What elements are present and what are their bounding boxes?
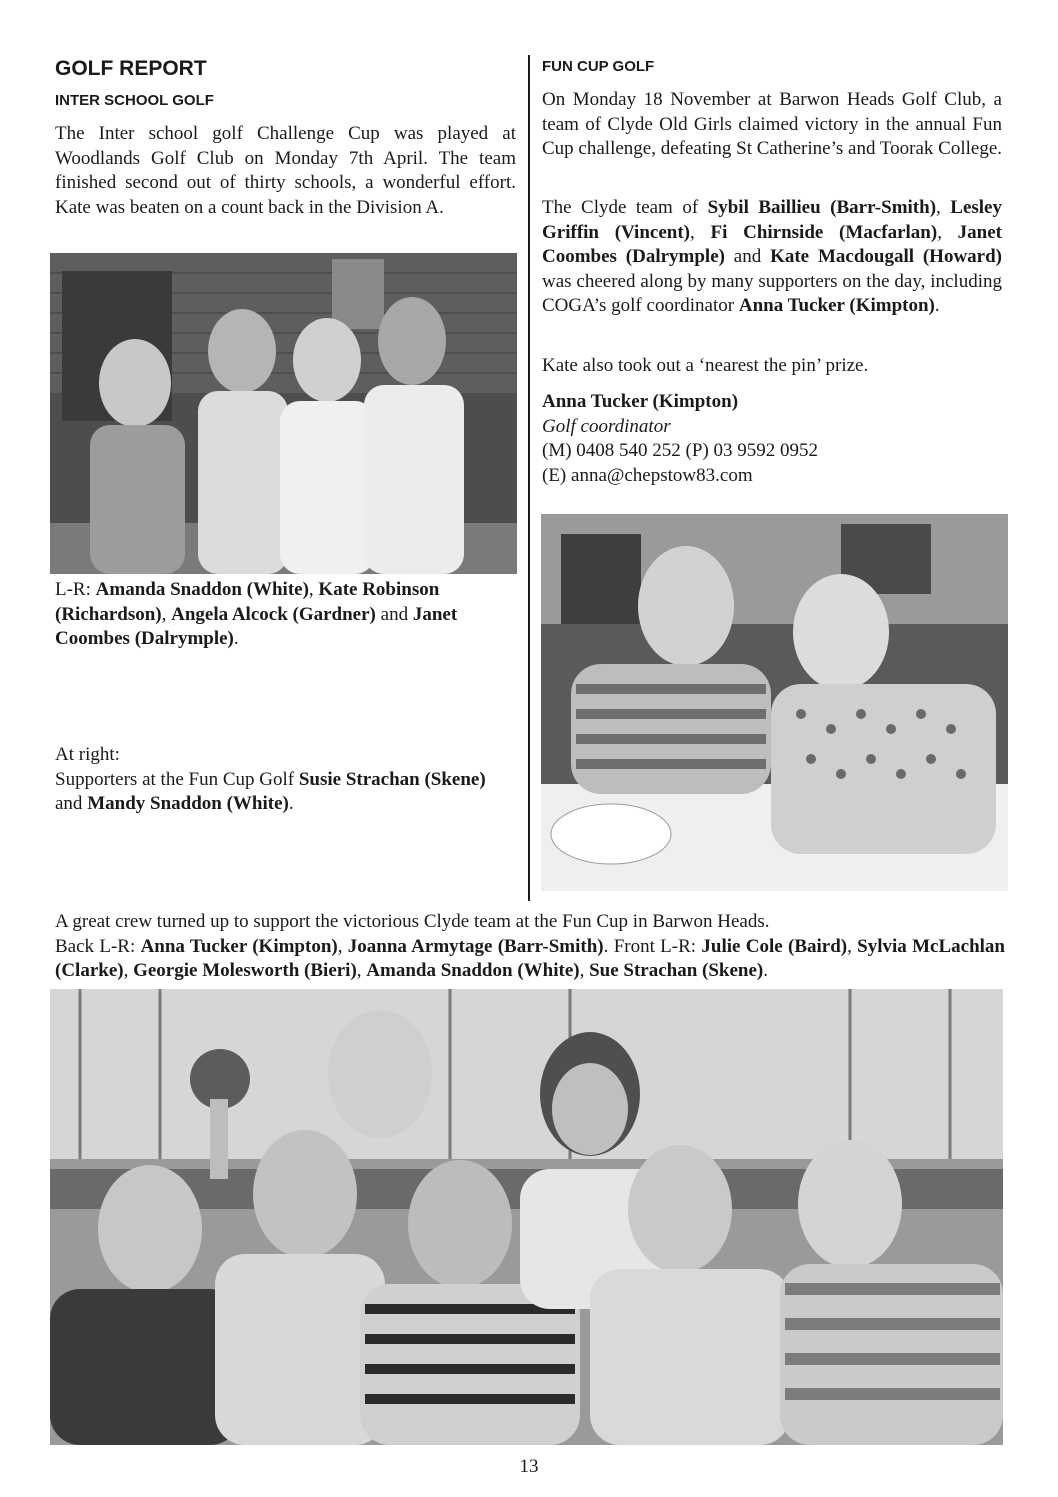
front-label: . Front L-R:: [603, 935, 702, 957]
page-number: 13: [519, 1456, 539, 1477]
at-right-text: [55, 768, 517, 817]
back-label: Back L-R:: [55, 935, 141, 957]
caption-name-4: Janet Coombes (Dalrymple): [55, 603, 458, 649]
p2-name-3: Fi Chirnside (Macfarlan): [710, 221, 938, 243]
fun-cup-paragraph-3: Kate also took out a ‘nearest the pin’ prize.: [542, 355, 869, 376]
front-name-5: Sue Strachan (Skene): [589, 960, 764, 981]
front-name-4: Amanda Snaddon (White): [366, 960, 580, 981]
back-name-1: Anna Tucker (Kimpton): [140, 935, 338, 957]
fun-cup-paragraph-2: [542, 196, 1002, 319]
fun-cup-paragraph-1: On Monday 18 November at Barwon Heads Golf Club, a team of Clyde Old Girls claimed victory in the annual Fun Cup challenge, defeating St Catherine’s and Toorak College.: [542, 89, 1002, 159]
back-sep-1: ,: [337, 935, 348, 957]
caption-sep-2: ,: [161, 603, 172, 625]
front-sep-1: ,: [847, 935, 858, 957]
fun-cup-subtitle: FUN CUP GOLF: [542, 58, 655, 75]
caption-name-1: Amanda Snaddon (White): [95, 579, 309, 600]
at-right-intro: Supporters at the Fun Cup Golf: [55, 768, 299, 790]
at-right-end: .: [288, 793, 294, 814]
supporters-photo: [541, 514, 1008, 891]
caption-name-3: Angela Alcock (Gardner): [171, 603, 376, 625]
contact-role: Golf coordinator: [542, 415, 671, 437]
at-right-label: At right:: [55, 744, 120, 765]
caption-prefix: L-R:: [55, 579, 96, 600]
p2-name-6: Anna Tucker (Kimpton): [738, 295, 935, 316]
at-right-sep: and: [55, 793, 88, 814]
front-name-2: Sylvia McLachlan (Clarke): [55, 935, 1005, 981]
p2-name-2: Lesley Griffin (Vincent): [542, 197, 1002, 243]
p2-name-1: Sybil Baillieu (Barr-Smith): [707, 197, 937, 218]
p2-t4: and: [724, 246, 771, 267]
p2-t0: The Clyde team of: [542, 197, 708, 218]
at-right-name-1: Susie Strachan (Skene): [298, 768, 486, 790]
p2-t3: ,: [937, 221, 958, 243]
p2-name-4: Janet Coombes (Dalrymple): [542, 221, 1002, 267]
p2-t5: was cheered along by many supporters on the day, including COGA’s golf coordinator: [542, 270, 1002, 316]
at-right-caption: [55, 743, 517, 817]
caption-end: .: [233, 628, 239, 649]
at-right-name-2: Mandy Snaddon (White): [87, 793, 289, 814]
front-sep-4: ,: [579, 960, 590, 981]
crew-caption-names: [55, 935, 1005, 984]
crew-photo: [50, 989, 1003, 1445]
team-photo: [50, 253, 517, 574]
inter-school-paragraph: The Inter school golf Challenge Cup was played at Woodlands Golf Club on Monday 7th April. The team finished second out of thirty schools, a wonderful effort. Kate was beaten on a count back in the Division A.: [55, 123, 516, 218]
caption-name-2: Kate Robinson (Richardson): [55, 579, 440, 625]
crew-caption: [55, 910, 1005, 984]
caption-sep-3: and: [375, 603, 413, 625]
front-sep-2: ,: [123, 960, 134, 981]
p2-t6: .: [934, 295, 940, 316]
crew-caption-line1: A great crew turned up to support the victorious Clyde team at the Fun Cup in Barwon Heads.: [55, 911, 770, 932]
team-photo-caption: [55, 578, 517, 652]
p2-t2: ,: [690, 221, 711, 243]
caption-sep-1: ,: [308, 579, 319, 600]
contact-email: (E) anna@chepstow83.com: [542, 464, 753, 486]
contact-phones: (M) 0408 540 252 (P) 03 9592 0952: [542, 440, 819, 461]
p2-t1: ,: [936, 197, 951, 218]
back-name-2: Joanna Armytage (Barr-Smith): [347, 935, 604, 957]
contact-name: Anna Tucker (Kimpton): [542, 391, 739, 412]
section-title: GOLF REPORT: [55, 57, 207, 80]
front-name-1: Julie Cole (Baird): [701, 935, 848, 957]
inter-school-subtitle: INTER SCHOOL GOLF: [55, 92, 214, 109]
front-sep-3: ,: [356, 960, 367, 981]
contact-block: [542, 390, 1002, 488]
column-divider: [528, 55, 530, 901]
front-end: .: [763, 960, 769, 981]
p2-name-5: Kate Macdougall (Howard): [770, 246, 1002, 267]
front-name-3: Georgie Molesworth (Bieri): [133, 960, 357, 981]
